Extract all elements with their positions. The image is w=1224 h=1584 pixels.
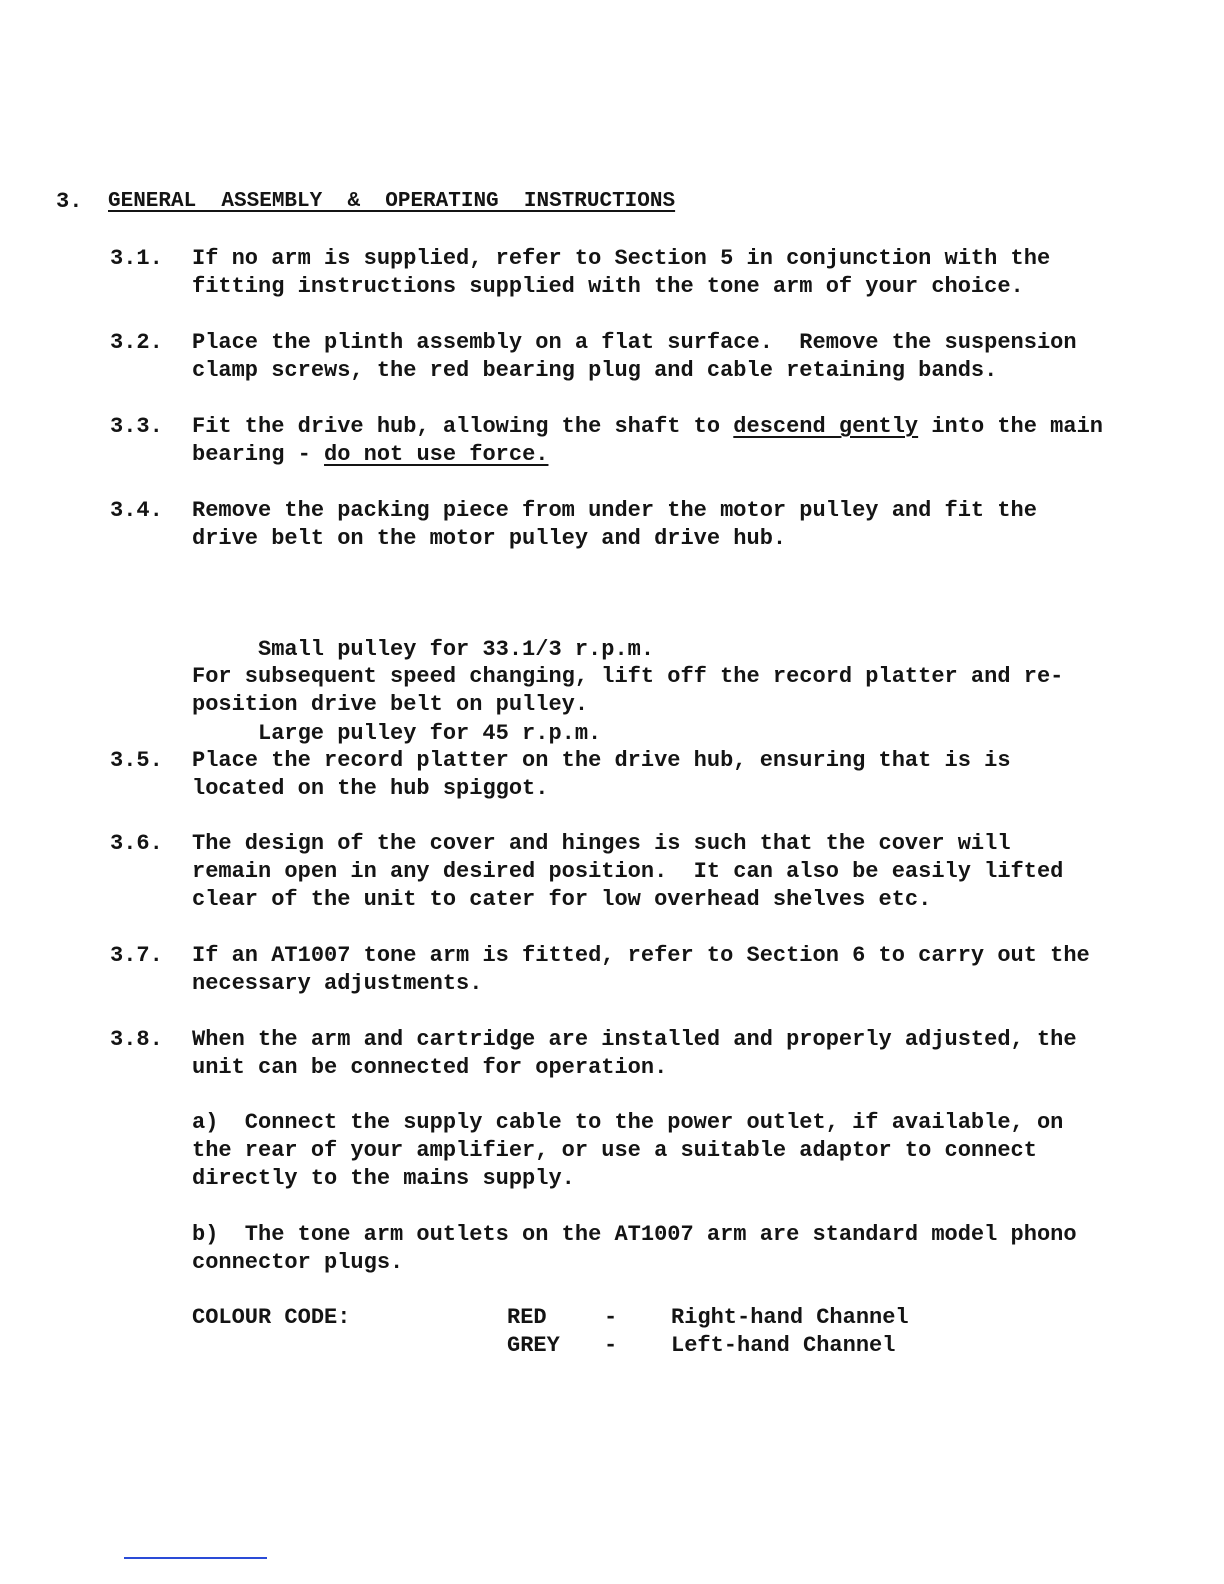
item-number: 3.8.: [110, 1027, 163, 1052]
text-line: drive belt on the motor pulley and drive hub.: [192, 526, 787, 551]
text-line: Remove the packing piece from under the motor pulley and fit the: [192, 498, 1037, 523]
underlined-phrase: descend gently: [733, 414, 919, 439]
section-number: 3.: [56, 189, 83, 214]
item-text: [192, 497, 1037, 553]
text-line: Place the plinth assembly on a flat surface. Remove the suspension: [192, 330, 1077, 355]
section-title: GENERAL ASSEMBLY & OPERATING INSTRUCTIONS: [108, 190, 676, 213]
text-line: connector plugs.: [192, 1250, 404, 1275]
item-text: [192, 830, 1063, 914]
item-number: 3.5.: [110, 748, 163, 773]
text-line: located on the hub spiggot.: [192, 776, 549, 801]
item-number: 3.1.: [110, 246, 163, 271]
colour-dash: -: [604, 1305, 618, 1330]
text-line: the rear of your amplifier, or use a suitable adaptor to connect: [192, 1138, 1037, 1163]
pulley-line: Large pulley for 45 r.p.m.: [258, 721, 602, 746]
text-run: bearing -: [192, 442, 325, 467]
pulley-line: Small pulley for 33.1/3 r.p.m.: [258, 637, 655, 662]
item-text: [192, 747, 1011, 803]
text-line: remain open in any desired position. It can also be easily lifted: [192, 859, 1064, 884]
colour-dash: -: [604, 1333, 618, 1358]
text-line: fitting instructions supplied with the tone arm of your choice.: [192, 274, 1024, 299]
item-number: 3.3.: [110, 414, 163, 439]
text-line: necessary adjustments.: [192, 971, 483, 996]
sub-item-a: [192, 1109, 1063, 1193]
text-line: If no arm is supplied, refer to Section 5 in conjunction with the: [192, 246, 1051, 271]
colour-name: RED: [507, 1305, 547, 1330]
item-text: [192, 245, 1050, 301]
text-line: clamp screws, the red bearing plug and cable retaining bands.: [192, 358, 998, 383]
item-text: [192, 413, 1103, 469]
text-line: a) Connect the supply cable to the power outlet, if available, on: [192, 1110, 1064, 1135]
text-line: [192, 413, 1103, 441]
text-run: Fit the drive hub, allowing the shaft to: [192, 414, 734, 439]
channel-name: Left-hand Channel: [671, 1333, 896, 1358]
item-number: 3.6.: [110, 831, 163, 856]
text-line: directly to the mains supply.: [192, 1166, 575, 1191]
text-line: For subsequent speed changing, lift off the record platter and re-: [192, 664, 1064, 689]
colour-code-label: COLOUR CODE:: [192, 1305, 351, 1330]
text-line: Place the record platter on the drive hub, ensuring that is is: [192, 748, 1011, 773]
text-line: [192, 441, 1103, 469]
item-text: [192, 942, 1090, 998]
sub-item-b: [192, 1221, 1077, 1277]
item-number: 3.7.: [110, 943, 163, 968]
text-line: When the arm and cartridge are installed and properly adjusted, the: [192, 1027, 1077, 1052]
underlined-phrase: do not use force.: [324, 442, 549, 467]
text-line: clear of the unit to cater for low overhead shelves etc.: [192, 887, 932, 912]
text-line: If an AT1007 tone arm is fitted, refer to Section 6 to carry out the: [192, 943, 1090, 968]
colour-name: GREY: [507, 1333, 560, 1358]
text-line: position drive belt on pulley.: [192, 692, 589, 717]
text-run: into the main: [918, 414, 1103, 439]
item-text: [192, 329, 1077, 385]
text-line: The design of the cover and hinges is such that the cover will: [192, 831, 1011, 856]
item-number: 3.2.: [110, 330, 163, 355]
channel-name: Right-hand Channel: [671, 1305, 909, 1330]
footnote-rule: [124, 1557, 267, 1559]
item-text: [192, 1026, 1077, 1082]
text-line: unit can be connected for operation.: [192, 1055, 668, 1080]
item-number: 3.4.: [110, 498, 163, 523]
speed-change-note: [192, 663, 1063, 719]
text-line: b) The tone arm outlets on the AT1007 arm are standard model phono: [192, 1222, 1077, 1247]
